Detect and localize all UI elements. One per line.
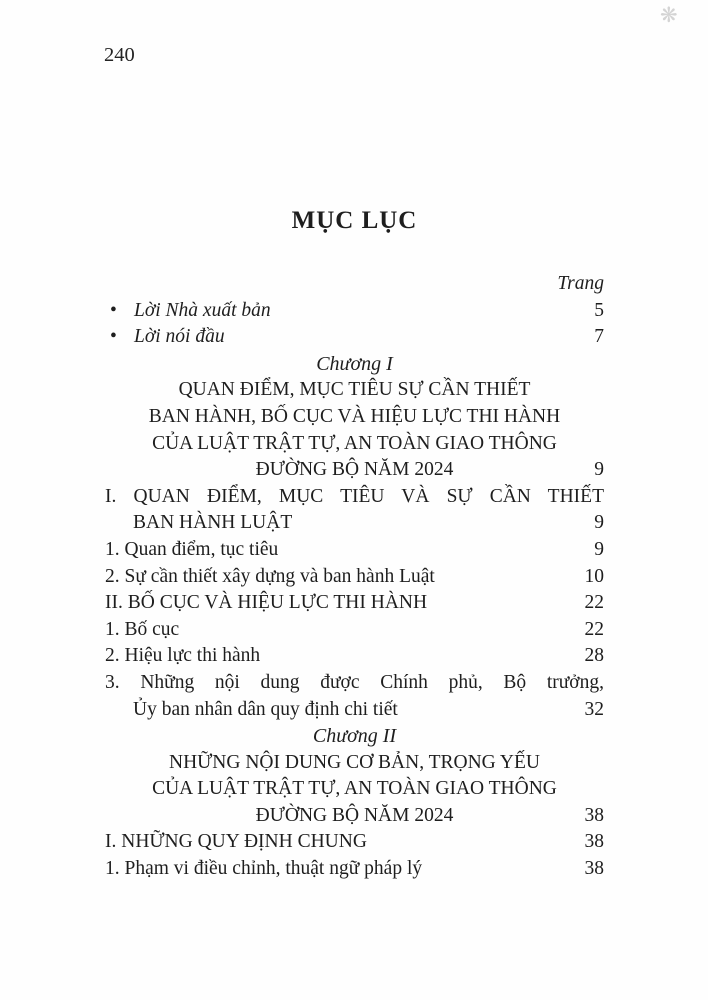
toc-entry (105, 617, 604, 644)
entry-page: 38 (584, 804, 604, 826)
chapter-title-line: CỦA LUẬT TRẬT TỰ, AN TOÀN GIAO THÔNG (152, 432, 557, 454)
entry-label-line: BAN HÀNH LUẬT (133, 512, 293, 534)
chapter-title-line: ĐƯỜNG BỘ NĂM 2024 9 (105, 457, 604, 484)
entry-label: Lời Nhà xuất bản (134, 299, 271, 321)
chapter-title-line: CỦA LUẬT TRẬT TỰ, AN TOÀN GIAO THÔNG (152, 778, 557, 800)
toc-entry-front-matter (105, 298, 604, 325)
entry-page: 9 (594, 512, 604, 534)
chapter-title-line: ĐƯỜNG BỘ NĂM 2024 38 (105, 803, 604, 830)
entry-label: 1. Bố cục (105, 618, 180, 640)
entry-label: I. NHỮNG QUY ĐỊNH CHUNG (105, 831, 367, 853)
chapter-2-label: Chương II (312, 725, 397, 748)
toc-entry (105, 829, 604, 856)
entry-page: 22 (584, 618, 604, 640)
table-of-contents (105, 205, 604, 883)
entry-label: 2. Hiệu lực thi hành (105, 645, 261, 667)
toc-entry (105, 856, 604, 883)
entry-page: 9 (594, 538, 604, 560)
bullet-icon: • (110, 299, 117, 321)
toc-entry (105, 643, 604, 670)
toc-entry (105, 537, 604, 564)
entry-label: II. BỐ CỤC VÀ HIỆU LỰC THI HÀNH (105, 592, 428, 614)
toc-entry (105, 484, 604, 537)
chapter-title-line: BAN HÀNH, BỐ CỤC VÀ HIỆU LỰC THI HÀNH (148, 405, 561, 427)
entry-label: 2. Sự cần thiết xây dựng và ban hành Luật (105, 565, 435, 587)
toc-title: MỤC LỤC (291, 207, 418, 234)
chapter-2-title (105, 750, 604, 830)
entry-label-line: Ủy ban nhân dân quy định chi tiết (133, 698, 398, 720)
entry-page: 22 (584, 592, 604, 614)
entry-page: 7 (594, 326, 604, 348)
toc-entry (105, 590, 604, 617)
entry-page: 38 (584, 831, 604, 853)
entry-page: 10 (584, 565, 604, 587)
toc-entry-front-matter (105, 324, 604, 351)
entry-label: 1. Phạm vi điều chỉnh, thuật ngữ pháp lý (105, 858, 423, 880)
entry-page: 28 (584, 645, 604, 667)
entry-label: Lời nói đầu (134, 326, 225, 348)
page-column-header: Trang (557, 273, 604, 294)
entry-label-line: 3. Những nội dung được Chính phủ, Bộ trưởng, (105, 671, 604, 693)
toc-entry (105, 564, 604, 591)
page-number: 240 (104, 44, 135, 66)
toc-entry (105, 670, 604, 723)
bullet-icon: • (110, 326, 117, 348)
entry-page: 5 (594, 299, 604, 321)
entry-page: 32 (584, 698, 604, 720)
entry-label-line: I. QUAN ĐIỂM, MỤC TIÊU VÀ SỰ CẦN THIẾT (105, 485, 604, 507)
entry-page: 9 (594, 459, 604, 481)
chapter-title-line: NHỮNG NỘI DUNG CƠ BẢN, TRỌNG YẾU (169, 751, 540, 773)
chapter-1-title (105, 377, 604, 483)
entry-label: 1. Quan điểm, tục tiêu (105, 538, 279, 560)
entry-page: 38 (584, 858, 604, 880)
flower-icon: ❋ (660, 3, 678, 27)
chapter-title-line: QUAN ĐIỂM, MỤC TIÊU SỰ CẦN THIẾT (178, 379, 531, 401)
chapter-1-label: Chương I (316, 352, 393, 375)
